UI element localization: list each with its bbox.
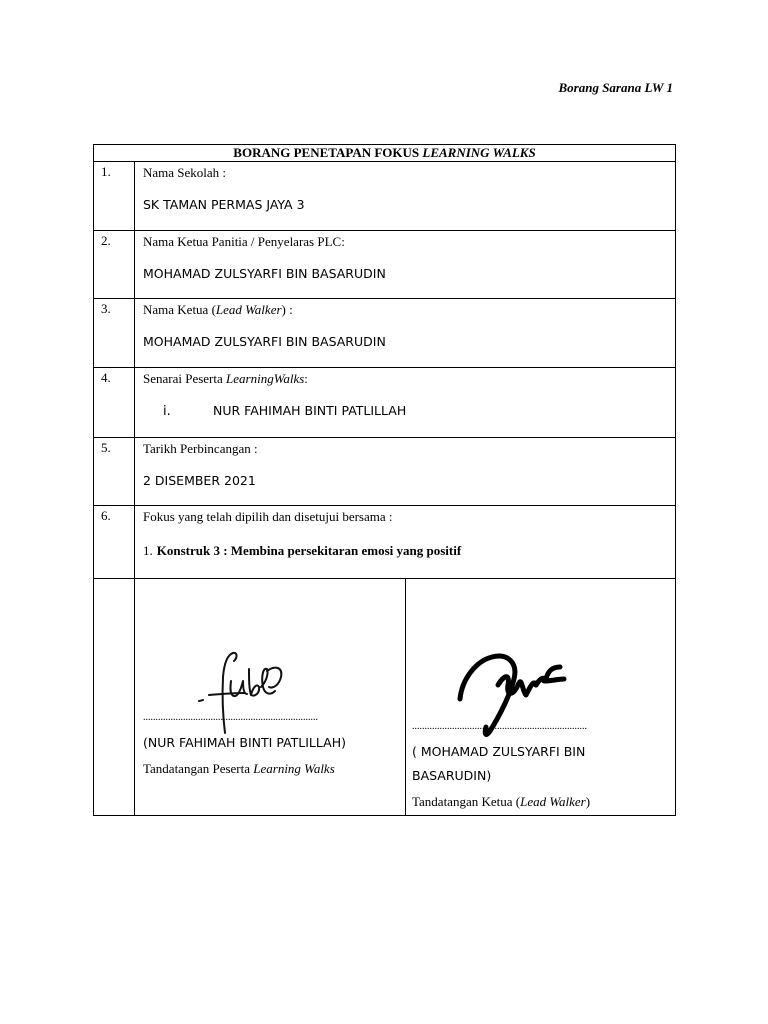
form-title-italic: LEARNING WALKS xyxy=(422,145,536,160)
participant-role: Tandatangan Peserta Learning Walks xyxy=(143,761,335,776)
leader-signature-cell xyxy=(406,579,676,816)
document-reference: Borang Sarana LW 1 xyxy=(558,80,673,95)
focus-item: 1. Konstruk 3 : Membina persekitaran emosi yang positif xyxy=(143,543,462,558)
form-row-focus xyxy=(94,506,676,579)
form-row-panel-head xyxy=(94,231,676,299)
form-row-school xyxy=(94,162,676,231)
lead-walker-value: MOHAMAD ZULSYARFI BIN BASARUDIN xyxy=(143,334,386,349)
row-number: 6. xyxy=(94,506,135,579)
row-number: 3. xyxy=(94,299,135,368)
row-label: Nama Sekolah : xyxy=(143,165,227,180)
row-number: 1. xyxy=(94,162,135,231)
school-name-value: SK TAMAN PERMAS JAYA 3 xyxy=(143,197,305,212)
form-row-date xyxy=(94,438,676,506)
leader-name: ( MOHAMAD ZULSYARFI BIN BASARUDIN) xyxy=(412,744,586,783)
leader-role: Tandatangan Ketua (Lead Walker) xyxy=(412,794,591,809)
signature-row xyxy=(94,579,676,816)
participant-name: (NUR FAHIMAH BINTI PATLILLAH) xyxy=(143,735,346,750)
participant-signature-line: ...................................................................... xyxy=(143,712,318,723)
panel-head-value: MOHAMAD ZULSYARFI BIN BASARUDIN xyxy=(143,266,386,281)
focus-form-table xyxy=(93,144,676,816)
row-number: 2. xyxy=(94,231,135,299)
form-title xyxy=(94,145,676,162)
row-number: 4. xyxy=(94,368,135,438)
discussion-date-value: 2 DISEMBER 2021 xyxy=(143,473,256,488)
empty-cell xyxy=(94,579,135,816)
row-number: 5. xyxy=(94,438,135,506)
participant-signature-cell xyxy=(135,579,406,816)
participant-signature-image xyxy=(197,647,287,737)
form-row-participants xyxy=(94,368,676,438)
row-label: Tarikh Perbincangan : xyxy=(143,441,258,456)
form-title-main: BORANG PENETAPAN FOKUS xyxy=(233,145,420,160)
row-label: Senarai Peserta LearningWalks: xyxy=(143,371,308,386)
row-label: Fokus yang telah dipilih dan disetujui bersama : xyxy=(143,509,393,524)
row-label: Nama Ketua (Lead Walker) : xyxy=(143,302,293,317)
row-label: Nama Ketua Panitia / Penyelaras PLC: xyxy=(143,234,345,249)
participant-list-item: i. NUR FAHIMAH BINTI PATLILLAH xyxy=(163,403,407,419)
leader-signature-line: ...................................................................... xyxy=(412,721,587,732)
form-row-lead-walker xyxy=(94,299,676,368)
